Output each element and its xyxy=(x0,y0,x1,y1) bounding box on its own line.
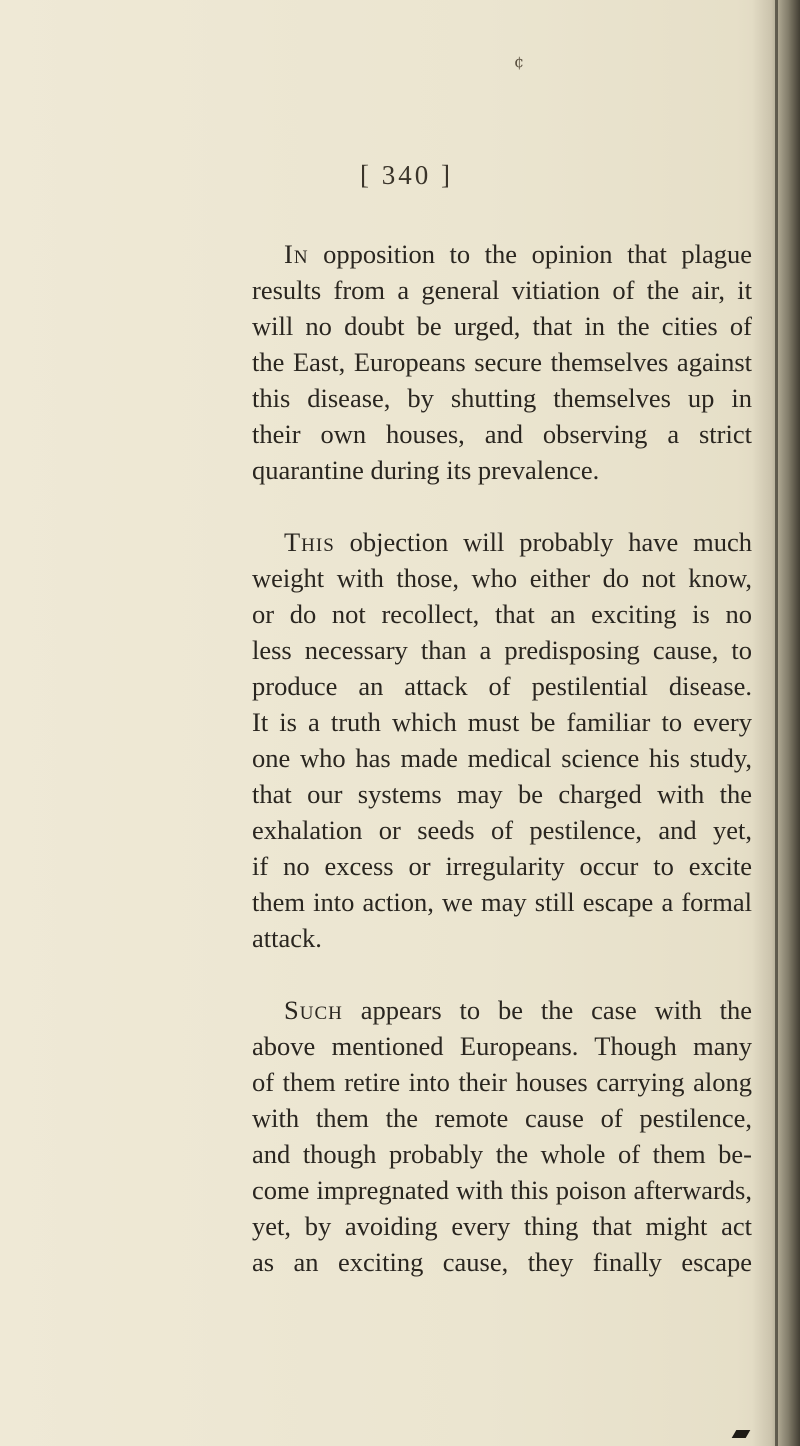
text-line: of them retire into their houses carrying along xyxy=(252,1067,752,1097)
text-line: weight with those, who either do not know, xyxy=(252,563,752,593)
paragraph-1 xyxy=(252,236,752,488)
text-line: above mentioned Europeans. Though many xyxy=(252,1031,752,1061)
text-line: attack. xyxy=(252,923,322,953)
text-line: produce an attack of pestilential disease. xyxy=(252,671,752,701)
text-line: Such appears to be the case with the xyxy=(284,995,752,1025)
text-line: their own houses, and observing a strict xyxy=(252,419,752,449)
text-line: yet, by avoiding every thing that might act xyxy=(252,1211,752,1241)
text-line: will no doubt be urged, that in the cities of xyxy=(252,311,752,341)
text-line: In opposition to the opinion that plague xyxy=(284,239,752,269)
text-line: if no excess or irregularity occur to excite xyxy=(252,851,752,881)
text-line: This objection will probably have much xyxy=(284,527,752,557)
text-line: less necessary than a predisposing cause, to xyxy=(252,635,752,665)
binding-edge xyxy=(775,0,778,1446)
text-line: one who has made medical science his study, xyxy=(252,743,752,773)
text-line: come impregnated with this poison afterwards, xyxy=(252,1175,752,1205)
text-line: that our systems may be charged with the xyxy=(252,779,752,809)
paragraph-3 xyxy=(252,992,752,1280)
page-corner-mark xyxy=(732,1430,751,1438)
text-line: with them the remote cause of pestilence, xyxy=(252,1103,752,1133)
paragraph-lead-word: Such xyxy=(284,995,343,1025)
page-number: [ 340 ] xyxy=(360,160,453,190)
paragraph-lead-word: In xyxy=(284,239,309,269)
paragraph-2 xyxy=(252,524,752,956)
text-line: results from a general vitiation of the air, it xyxy=(252,275,752,305)
text-line: quarantine during its prevalence. xyxy=(252,455,600,485)
text-line: them into action, we may still escape a formal xyxy=(252,887,752,917)
text-line: or do not recollect, that an exciting is no xyxy=(252,599,752,629)
paragraph-lead-word: This xyxy=(284,527,335,557)
printer-mark: ¢ xyxy=(514,52,525,71)
text-line: and though probably the whole of them be- xyxy=(252,1139,752,1169)
text-line: this disease, by shutting themselves up in xyxy=(252,383,752,413)
text-line: It is a truth which must be familiar to every xyxy=(252,707,752,737)
text-line: as an exciting cause, they finally escape xyxy=(252,1247,752,1277)
body-text xyxy=(252,236,752,1316)
text-line: exhalation or seeds of pestilence, and yet, xyxy=(252,815,752,845)
text-line: the East, Europeans secure themselves against xyxy=(252,347,752,377)
